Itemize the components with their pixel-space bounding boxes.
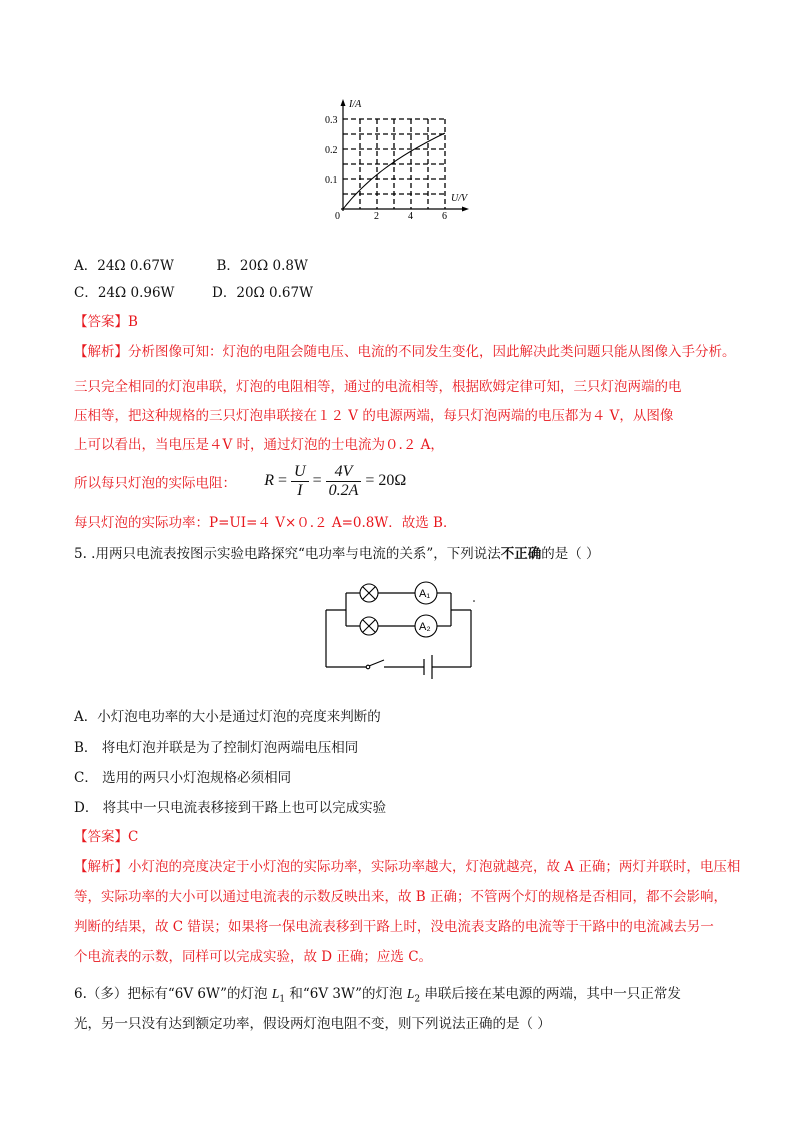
- formula-denominator: 0.2A: [328, 482, 359, 499]
- x-axis-arrow: [462, 207, 469, 212]
- q5-option-b: B． 将电灯泡并联是为了控制灯泡两端电压相同: [74, 740, 359, 756]
- q6-text: 和“6V 3W”的灯泡: [285, 986, 407, 1002]
- q5-option-c: C． 选用的两只小灯泡规格必须相同: [74, 770, 292, 786]
- q4-option-row-1: [74, 256, 308, 276]
- q5-stem-after: 的是（ ）: [541, 546, 600, 562]
- q5-option-a: A．小灯泡电功率的大小是通过灯泡的亮度来判断的: [74, 709, 381, 725]
- ammeter-2-label: A₂: [419, 621, 431, 633]
- q5-stem-before: 5. .用两只电流表按图示实验电路探究“电功率与电流的关系”，下列说法: [74, 546, 501, 562]
- circuit-diagram: [318, 575, 488, 685]
- q4-option-row-2: [74, 283, 313, 303]
- formula-u: U: [291, 463, 309, 482]
- q4-analysis-prefix: 所以每只灯泡的实际电阻：: [74, 475, 236, 492]
- q6-stem-line: 光，另一只没有达到额定功率，假设两灯泡电阻不变，则下列说法正确的是（ ）: [74, 1016, 551, 1032]
- q6-lamp-l2-sub: 2: [414, 994, 421, 1005]
- formula-result: = 20Ω: [365, 472, 407, 490]
- y-tick-label: 0.3: [325, 115, 338, 126]
- q6-lamp-l1-sub: 1: [279, 994, 286, 1005]
- q5-analysis-line: 判断的结果，故 C 错误；如果将一保电流表移到干路上时，没电流表支路的电流等于干路中的电流减去另一: [74, 919, 714, 935]
- q5-analysis-line: 【解析】小灯泡的亮度决定于小灯泡的实际功率，实际功率越大，灯泡就越亮，故 A 正确；两灯并联时，电压相: [74, 859, 741, 875]
- q4-analysis-line: 压相等，把这种规格的三只灯泡串联接在１２ V 的电源两端，每只灯泡两端的电压都为４ V，从图像: [74, 408, 674, 424]
- q4-option-c: C．24Ω 0.96W: [74, 285, 175, 301]
- lamp-1: [360, 584, 378, 602]
- lamp-2: [360, 617, 378, 635]
- origin-label: 0: [335, 211, 340, 222]
- q4-analysis-line: 【解析】分析图像可知：灯泡的电阻会随电压、电流的不同发生变化，因此解决此类问题只能从图像入手分析。: [74, 344, 736, 360]
- x-tick-label: 4: [408, 211, 413, 222]
- q4-resistance-line: [74, 463, 406, 507]
- q4-analysis-line: 每只灯泡的实际功率：P=UI=４ V×０.２ A=0.8W．故选 B．: [74, 515, 457, 531]
- formula-fraction-ui: [291, 463, 309, 500]
- q4-answer: 【答案】B: [74, 314, 138, 330]
- iu-graph: [325, 95, 475, 225]
- y-tick-label: 0.1: [325, 175, 338, 186]
- q4-option-a: A．24Ω 0.67W: [74, 258, 174, 274]
- y-tick-label: 0.2: [325, 145, 338, 156]
- x-tick-label: 6: [442, 211, 447, 222]
- q4-analysis-line: 上可以看出，当电压是４V 时，通过灯泡的士电流为０.２ A，: [74, 437, 444, 453]
- battery: [424, 655, 432, 679]
- q4-analysis-line: 三只完全相同的灯泡串联，灯泡的电阻相等，通过的电流相等，根据欧姆定律可知，三只灯泡两端的电: [74, 379, 682, 395]
- q4-option-b: B．20Ω 0.8W: [216, 258, 308, 274]
- q5-stem: [74, 544, 600, 564]
- switch: [366, 660, 384, 669]
- q6-lamp-l1: L: [271, 986, 280, 1001]
- graph-grid: [343, 119, 445, 209]
- x-tick-label: 2: [374, 211, 379, 222]
- q6-stem-line: [74, 984, 681, 1010]
- formula-fraction-values: [326, 463, 362, 500]
- q6-lamp-l2: L: [406, 986, 415, 1001]
- q6-text: 6.（多）把标有“6V 6W”的灯泡: [74, 986, 272, 1002]
- q5-option-d: D． 将其中一只电流表移接到干路上也可以完成实验: [74, 800, 387, 816]
- formula-eq: =: [277, 472, 287, 490]
- formula-eq: =: [312, 472, 322, 490]
- ammeter-1-label: A₁: [419, 588, 431, 600]
- q5-analysis-line: 个电流表的示数，同样可以完成实验，故 D 正确；应选 C。: [74, 949, 433, 965]
- q5-analysis-line: 等，实际功率的大小可以通过电流表的示数反映出来，故 B 正确；不管两个灯的规格是否相同，都不会影响，: [74, 889, 728, 905]
- q6-text: 串联后接在某电源的两端，其中一只正常发: [420, 986, 681, 1002]
- q5-answer: 【答案】C: [74, 829, 139, 845]
- q5-stem-bold: 不正确: [500, 546, 542, 562]
- formula: [264, 463, 407, 499]
- q4-option-d: D．20Ω 0.67W: [212, 285, 313, 301]
- formula-i: I: [297, 482, 303, 499]
- y-axis-arrow: [341, 99, 346, 106]
- formula-numerator: 4V: [326, 463, 362, 482]
- x-axis-label: U/V: [451, 193, 468, 204]
- y-axis-label: I/A: [349, 99, 362, 110]
- formula-r: R: [264, 472, 274, 490]
